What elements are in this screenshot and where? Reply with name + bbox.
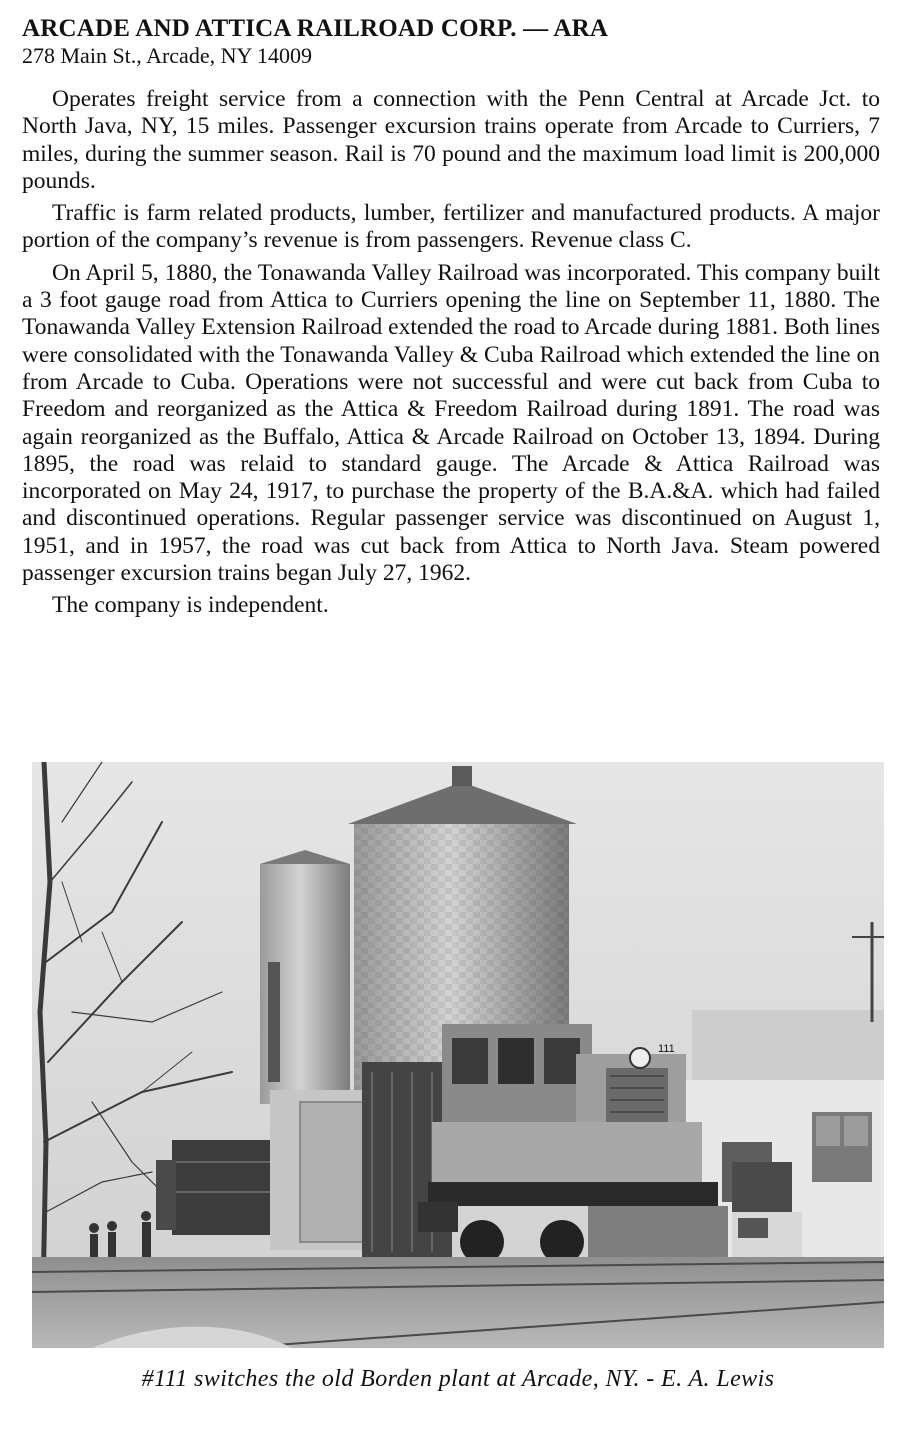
paragraph-ownership: The company is independent.	[52, 592, 329, 619]
paragraph-history: On April 5, 1880, the Tonawanda Valley Railroad was incorporated. This company built a 3 foot gauge road from Attica to Curriers opening the line on September 11, 1880. The Tonawanda Valley Extension Railroad extended the road to Arcade during 1881. Both lines were consolidated with the Tonawanda Valley & Cuba Railroad which extended the line on from Arcade to Cuba. Operations were not successful and were cut back from Cuba to Freedom and reorganized as the Attica & Freedom Railroad during 1891. The road was again reorganized as the Buffalo, Attica & Arcade Railroad on October 13, 1894. During 1895, the road was relaid to standard gauge. The Arcade & Attica Railroad was incorporated on May 24, 1917, to purchase the property of the B.A.&A. which had failed and discontinued operations. Regular passenger service was discontinued on August 1, 1951, and in 1957, the road was cut back from Attica to North Java. Steam powered passenger excursion trains began July 27, 1962.	[22, 259, 880, 587]
photo-caption: #111 switches the old Borden plant at Arcade, NY. - E. A. Lewis	[141, 1366, 775, 1392]
entry-body	[22, 86, 880, 625]
paragraph-traffic: Traffic is farm related products, lumber, fertilizer and manufactured products. A major portion of the company’s revenue is from passengers. Revenue class C.	[22, 200, 880, 254]
paragraph-operations: Operates freight service from a connection with the Penn Central at Arcade Jct. to North Java, NY, 15 miles. Passenger excursion trains operate from Arcade to Curriers, 7 miles, during the summer season. Rail is 70 pound and the maximum load limit is 200,000 pounds.	[22, 86, 880, 194]
railroad-address: 278 Main St., Arcade, NY 14009	[22, 43, 313, 68]
cab-number-plate: 111	[658, 1043, 675, 1055]
railroad-title: ARCADE AND ATTICA RAILROAD CORP. — ARA	[22, 15, 609, 42]
locomotive-photo	[32, 762, 884, 1348]
hopper-cars	[156, 1140, 272, 1235]
entry-header	[22, 14, 882, 68]
